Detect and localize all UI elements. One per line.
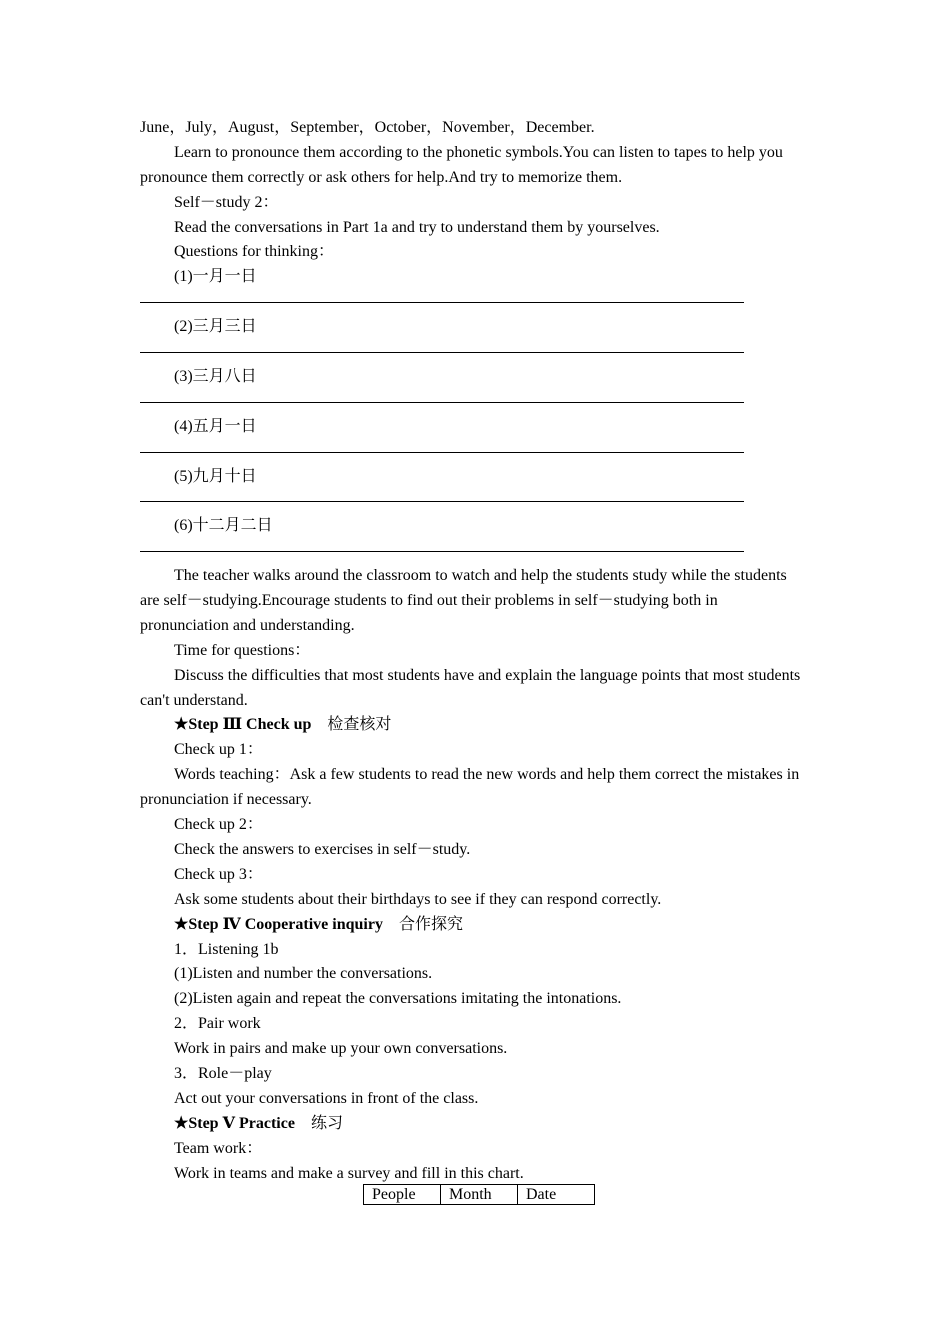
read-conversations: Read the conversations in Part 1a and try to understand them by yourselves. (174, 218, 660, 236)
question-item: (4)五月一日 (174, 417, 257, 435)
step3-heading (140, 713, 808, 738)
header-date: Date (518, 1185, 595, 1205)
step3-cn: 检查核对 (327, 716, 392, 734)
step5-title: ★Step Ⅴ Practice (174, 1114, 295, 1132)
pair-work-text: Work in pairs and make up your own conversations. (174, 1040, 508, 1058)
questions-heading: Questions for thinking： (174, 243, 334, 261)
pair-work-heading: 2．Pair work (174, 1015, 261, 1033)
listening-heading: 1．Listening 1b (174, 940, 279, 958)
question-item: (5)九月十日 (174, 467, 257, 485)
discuss-paragraph: Discuss the difficulties that most students have and explain the language points that most students can't understand. (140, 666, 801, 709)
role-play-heading: 3．Role－play (174, 1064, 272, 1082)
answer-blank-line (140, 489, 808, 514)
time-for-questions: Time for questions： (174, 641, 311, 659)
step3-title: ★Step Ⅲ Check up (174, 716, 312, 734)
pronounce-paragraph: Learn to pronounce them according to the phonetic symbols.You can listen to tapes to help you pronounce them correctly or ask others for help.And try to memorize them. (140, 143, 783, 186)
question-item: (2)三月三日 (174, 318, 257, 336)
question-item: (1)一月一日 (174, 268, 257, 286)
check-up-1: Check up 1： (174, 741, 263, 759)
header-month: Month (441, 1185, 518, 1205)
self-study-2-heading: Self－study 2： (174, 193, 279, 211)
header-people: People (364, 1185, 441, 1205)
team-work-heading: Team work： (174, 1139, 263, 1157)
check-up-2-text: Check the answers to exercises in self－study. (174, 840, 471, 858)
check-up-3: Check up 3： (174, 865, 263, 883)
table-header-row (364, 1185, 595, 1205)
words-teaching: Words teaching：Ask a few students to read the new words and help them correct the mistakes in pronunciation if necessary. (140, 766, 800, 809)
answer-blank-line (140, 390, 808, 415)
teacher-paragraph: The teacher walks around the classroom to watch and help the students study while the students are self－studying.Encourage students to find out their problems in self－studying both in pronunciation and understanding. (140, 567, 787, 634)
answer-blank-line (140, 340, 808, 365)
step4-title: ★Step Ⅳ Cooperative inquiry (174, 915, 383, 933)
question-item: (3)三月八日 (174, 367, 257, 385)
step5-cn: 练习 (310, 1114, 343, 1132)
listening-task-2: (2)Listen again and repeat the conversations imitating the intonations. (174, 990, 622, 1008)
step5-heading (140, 1112, 808, 1137)
answer-blank-line (140, 539, 808, 564)
answer-blank-line (140, 440, 808, 465)
listening-task-1: (1)Listen and number the conversations. (174, 965, 433, 983)
months-line: June，July，August，September，October，November，December. (140, 119, 595, 136)
document-page (140, 116, 808, 1205)
team-work-text: Work in teams and make a survey and fill in this chart. (174, 1164, 524, 1182)
answer-blank-line (140, 290, 808, 315)
check-up-2: Check up 2： (174, 816, 263, 834)
survey-table (363, 1184, 595, 1205)
check-up-3-text: Ask some students about their birthdays to see if they can respond correctly. (174, 890, 662, 908)
step4-heading (140, 913, 808, 938)
question-item: (6)十二月二日 (174, 517, 273, 535)
role-play-text: Act out your conversations in front of the class. (174, 1089, 479, 1107)
step4-cn: 合作探究 (398, 915, 463, 933)
